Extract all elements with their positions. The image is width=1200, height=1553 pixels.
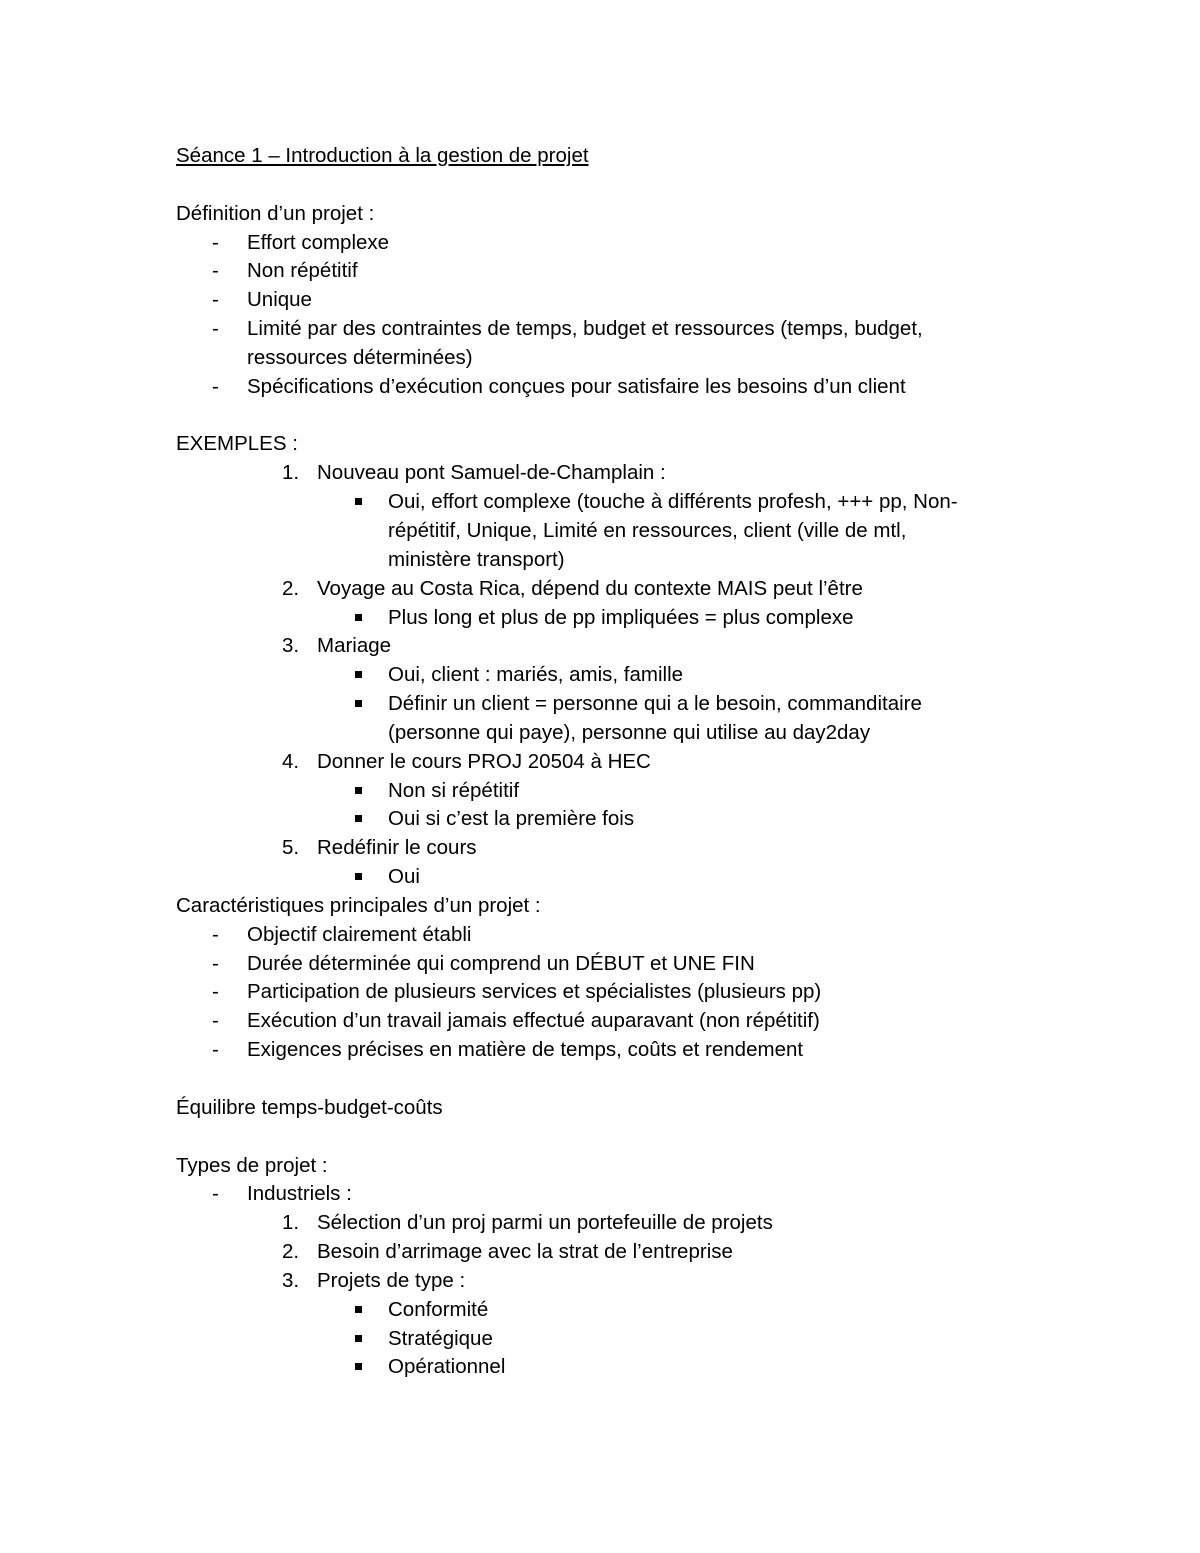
- square-bullet-icon: [355, 498, 362, 505]
- dash-marker: -: [212, 259, 219, 283]
- spacer: [176, 402, 1036, 431]
- dash-list-item: [176, 1180, 1036, 1209]
- list-item-text: Oui: [388, 865, 420, 889]
- project-types-heading: Types de projet :: [176, 1153, 328, 1177]
- square-bullet-item: [176, 863, 1036, 892]
- square-bullet-continuation: [176, 517, 1036, 546]
- list-item-text: Donner le cours PROJ 20504 à HEC: [317, 749, 651, 773]
- numbered-list-item: [176, 1209, 1036, 1238]
- list-item-text: ministère transport): [388, 547, 565, 571]
- dash-list-item: [176, 950, 1036, 979]
- definition-heading: Définition d’un projet :: [176, 201, 375, 225]
- dash-list-item: [176, 373, 1036, 402]
- list-item-text: Plus long et plus de pp impliquées = plus complexe: [388, 605, 854, 629]
- square-bullet-item: [176, 805, 1036, 834]
- dash-list-item: [176, 1007, 1036, 1036]
- numbered-list-item: [176, 748, 1036, 777]
- characteristics-heading: Caractéristiques principales d’un projet :: [176, 893, 541, 917]
- list-number: 4.: [282, 749, 300, 773]
- list-number: 1.: [282, 1211, 300, 1235]
- square-bullet-icon: [355, 815, 362, 822]
- dash-marker: -: [212, 288, 219, 312]
- dash-list-item: [176, 978, 1036, 1007]
- list-item-text: Opérationnel: [388, 1355, 506, 1379]
- dash-marker: -: [212, 980, 219, 1004]
- list-item-text: Conformité: [388, 1297, 489, 1321]
- square-bullet-continuation: [176, 719, 1036, 748]
- list-number: 3.: [282, 634, 300, 658]
- square-bullet-icon: [355, 1335, 362, 1342]
- list-item-text: Projets de type :: [317, 1268, 466, 1292]
- page-title: Séance 1 – Introduction à la gestion de projet: [176, 144, 589, 167]
- list-item-text: Nouveau pont Samuel-de-Champlain :: [317, 461, 666, 485]
- list-item-text: Sélection d’un proj parmi un portefeuille de projets: [317, 1211, 773, 1235]
- examples-heading: EXEMPLES :: [176, 432, 298, 456]
- list-item-text: Unique: [247, 288, 312, 312]
- square-bullet-icon: [355, 873, 362, 880]
- square-bullet-icon: [355, 614, 362, 621]
- list-item-text: Stratégique: [388, 1326, 493, 1350]
- spacer: [176, 1123, 1036, 1152]
- dash-marker: -: [212, 230, 219, 254]
- list-item-text: Non si répétitif: [388, 778, 520, 802]
- list-item-text: Définir un client = personne qui a le besoin, commanditaire: [388, 692, 922, 716]
- numbered-list-item: [176, 459, 1036, 488]
- square-bullet-item: [176, 661, 1036, 690]
- dash-marker: -: [212, 922, 219, 946]
- list-item-text: Spécifications d’exécution conçues pour satisfaire les besoins d’un client: [247, 374, 906, 398]
- list-number: 3.: [282, 1268, 300, 1292]
- square-bullet-icon: [355, 1363, 362, 1370]
- list-number: 1.: [282, 461, 300, 485]
- list-item-text: Effort complexe: [247, 230, 390, 254]
- square-bullet-icon: [355, 700, 362, 707]
- dash-marker: -: [212, 1182, 219, 1206]
- numbered-list-item: [176, 1267, 1036, 1296]
- square-bullet-icon: [355, 1306, 362, 1313]
- list-item-text: Objectif clairement établi: [247, 922, 472, 946]
- list-number: 5.: [282, 836, 300, 860]
- list-item-text: (personne qui paye), personne qui utilise au day2day: [388, 720, 871, 744]
- square-bullet-item: [176, 1296, 1036, 1325]
- dash-list-item: [176, 229, 1036, 258]
- dash-marker: -: [212, 1009, 219, 1033]
- list-item-text: Exécution d’un travail jamais effectué auparavant (non répétitif): [247, 1009, 820, 1033]
- list-item-text: ressources déterminées): [247, 345, 473, 369]
- numbered-list-item: [176, 1238, 1036, 1267]
- square-bullet-item: [176, 488, 1036, 517]
- list-item-text: Voyage au Costa Rica, dépend du contexte MAIS peut l’être: [317, 576, 863, 600]
- dash-marker: -: [212, 951, 219, 975]
- list-item-text: Oui, effort complexe (touche à différents profesh, +++ pp, Non-: [388, 490, 958, 514]
- dash-marker: -: [212, 1038, 219, 1062]
- list-item-text: Industriels :: [247, 1182, 352, 1206]
- numbered-list-item: [176, 575, 1036, 604]
- square-bullet-item: [176, 604, 1036, 633]
- square-bullet-icon: [355, 787, 362, 794]
- list-item-text: Redéfinir le cours: [317, 836, 477, 860]
- square-bullet-item: [176, 777, 1036, 806]
- dash-list-item: [176, 1036, 1036, 1065]
- numbered-list-item: [176, 834, 1036, 863]
- list-number: 2.: [282, 576, 300, 600]
- list-item-text: Non répétitif: [247, 259, 358, 283]
- spacer: [176, 171, 1036, 200]
- square-bullet-continuation: [176, 546, 1036, 575]
- list-number: 2.: [282, 1240, 300, 1264]
- balance-line: Équilibre temps-budget-coûts: [176, 1095, 443, 1119]
- list-item-text: Besoin d’arrimage avec la strat de l’entreprise: [317, 1240, 733, 1264]
- list-item-text: répétitif, Unique, Limité en ressources, client (ville de mtl,: [388, 518, 907, 542]
- list-item-text: Participation de plusieurs services et spécialistes (plusieurs pp): [247, 980, 822, 1004]
- dash-list-item-continuation: [176, 344, 1036, 373]
- dash-list-item: [176, 315, 1036, 344]
- dash-marker: -: [212, 374, 219, 398]
- square-bullet-item: [176, 1325, 1036, 1354]
- square-bullet-icon: [355, 671, 362, 678]
- list-item-text: Mariage: [317, 634, 392, 658]
- numbered-list-item: [176, 632, 1036, 661]
- dash-marker: -: [212, 317, 219, 341]
- dash-list-item: [176, 286, 1036, 315]
- dash-list-item: [176, 921, 1036, 950]
- square-bullet-item: [176, 690, 1036, 719]
- dash-list-item: [176, 257, 1036, 286]
- list-item-text: Oui si c’est la première fois: [388, 807, 635, 831]
- document-page: [176, 142, 1036, 1382]
- square-bullet-item: [176, 1353, 1036, 1382]
- list-item-text: Limité par des contraintes de temps, budget et ressources (temps, budget,: [247, 317, 923, 341]
- list-item-text: Oui, client : mariés, amis, famille: [388, 663, 684, 687]
- list-item-text: Exigences précises en matière de temps, coûts et rendement: [247, 1038, 804, 1062]
- spacer: [176, 1065, 1036, 1094]
- list-item-text: Durée déterminée qui comprend un DÉBUT et UNE FIN: [247, 951, 755, 975]
